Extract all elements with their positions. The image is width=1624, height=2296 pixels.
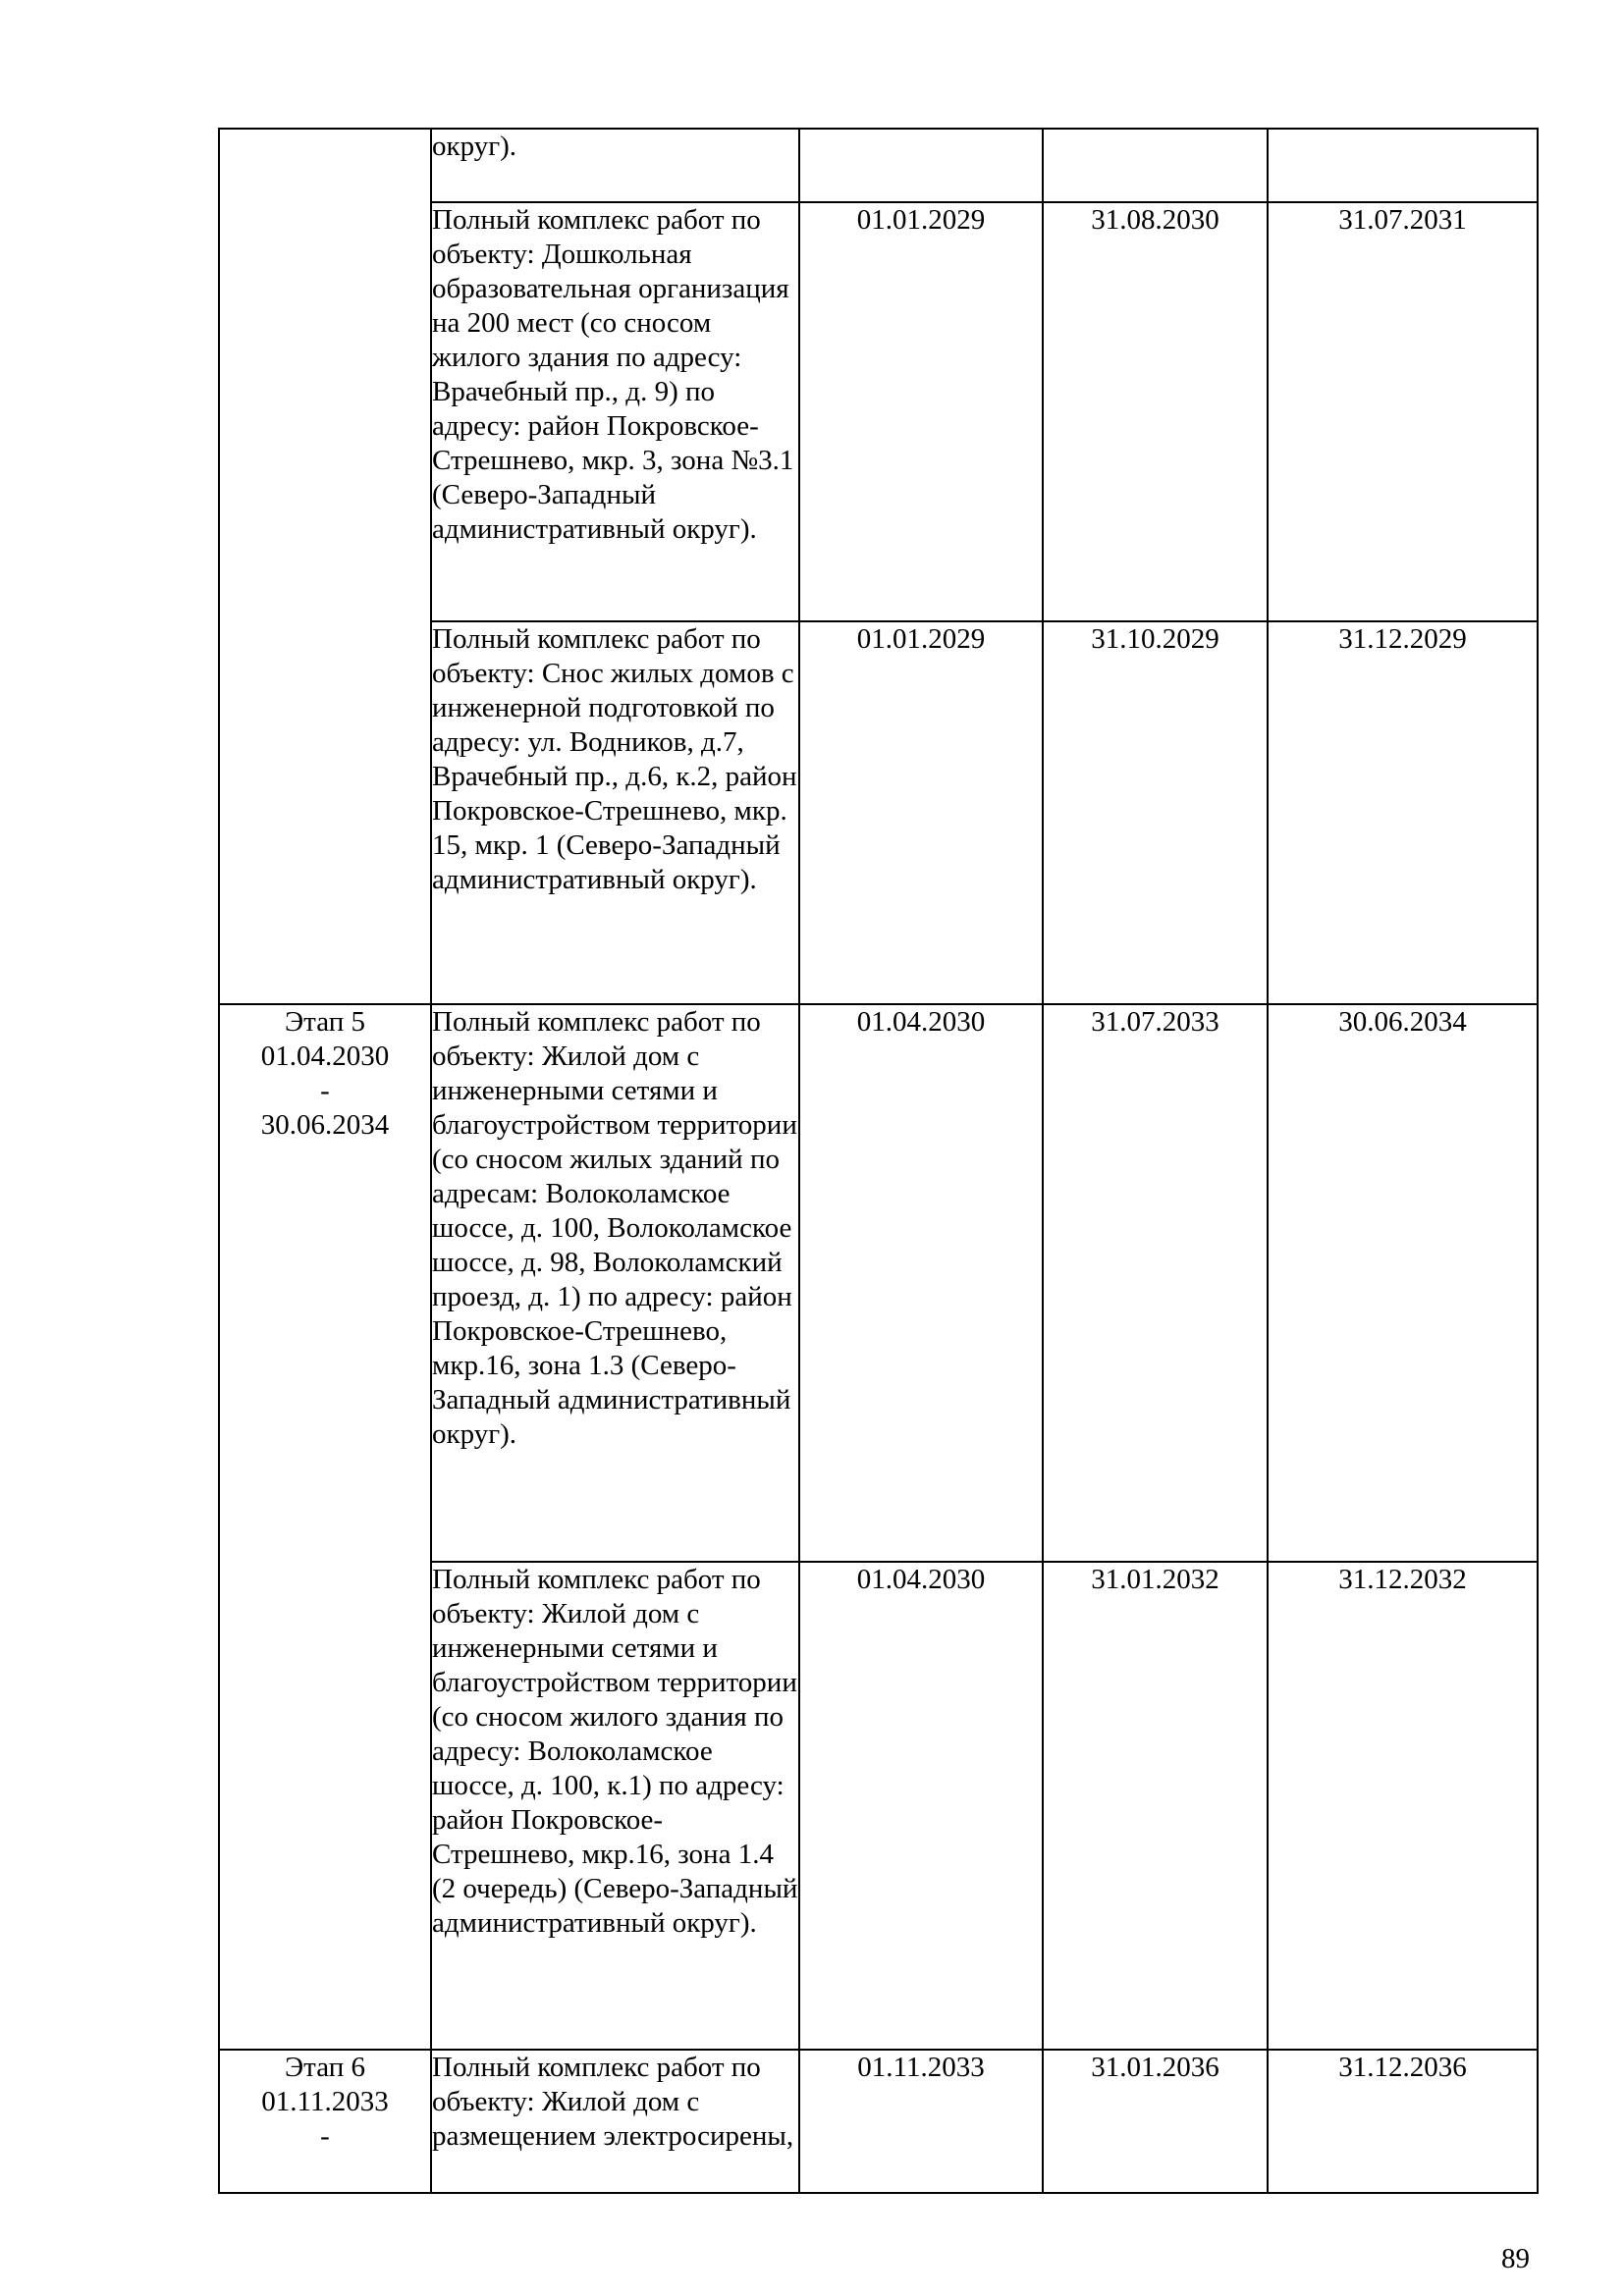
- end-date: [1043, 129, 1268, 202]
- stage-separator: -: [320, 1075, 330, 1106]
- stage-end: 30.06.2034: [260, 1109, 390, 1141]
- table-row: [219, 1004, 1538, 1562]
- stage-start: 01.04.2030: [260, 1041, 390, 1072]
- table-row: [219, 2050, 1538, 2193]
- page-number: 89: [1501, 2243, 1530, 2274]
- object-description: Полный комплекс работ по объекту: Дошкольная образовательная организация на 200 мест (со сносом жилого здания по адресу: Врачебный пр., д. 9) по адресу: район Покровское-Стрешнево, мкр. 3, зона №3.1 (Северо-Западный административный округ).: [431, 202, 799, 621]
- commissioning-date: 30.06.2034: [1268, 1004, 1538, 1562]
- object-description: Полный комплекс работ по объекту: Жилой дом с инженерными сетями и благоустройством территории (со сносом жилых зданий по адресам: Волоколамское шоссе, д. 100, Волоколамское шоссе, д. 98, Волоколамский проезд, д. 1) по адресу: район Покровское-Стрешнево, мкр.16, зона 1.3 (Северо-Западный административный округ).: [431, 1004, 799, 1562]
- object-description: округ).: [431, 129, 799, 202]
- object-description: Полный комплекс работ по объекту: Жилой дом с размещением электросирены,: [431, 2050, 799, 2193]
- commissioning-date: 31.12.2036: [1268, 2050, 1538, 2193]
- start-date: 01.04.2030: [799, 1004, 1043, 1562]
- start-date: [799, 129, 1043, 202]
- start-date: 01.01.2029: [799, 202, 1043, 621]
- object-description: Полный комплекс работ по объекту: Снос жилых домов с инженерной подготовкой по адресу: ул. Водников, д.7, Врачебный пр., д.6, к.2, район Покровское-Стрешнево, мкр. 15, мкр. 1 (Северо-Западный административный округ).: [431, 621, 799, 1004]
- commissioning-date: 31.12.2032: [1268, 1562, 1538, 2050]
- schedule-table: [218, 128, 1539, 2194]
- stage-separator: -: [320, 2120, 330, 2152]
- end-date: 31.01.2032: [1043, 1562, 1268, 2050]
- start-date: 01.04.2030: [799, 1562, 1043, 2050]
- start-date: 01.01.2029: [799, 621, 1043, 1004]
- start-date: 01.11.2033: [799, 2050, 1043, 2193]
- table-row: [219, 129, 1538, 202]
- stage-cell: [219, 2050, 431, 2193]
- end-date: 31.10.2029: [1043, 621, 1268, 1004]
- end-date: 31.07.2033: [1043, 1004, 1268, 1562]
- stage-cell-empty: [219, 129, 431, 1004]
- stage-start: 01.11.2033: [261, 2086, 389, 2117]
- commissioning-date: [1268, 129, 1538, 202]
- object-description: Полный комплекс работ по объекту: Жилой дом с инженерными сетями и благоустройством территории (со сносом жилого здания по адресу: Волоколамское шоссе, д. 100, к.1) по адресу: район Покровское-Стрешнево, мкр.16, зона 1.4 (2 очередь) (Северо-Западный административный округ).: [431, 1562, 799, 2050]
- commissioning-date: 31.12.2029: [1268, 621, 1538, 1004]
- end-date: 31.08.2030: [1043, 202, 1268, 621]
- commissioning-date: 31.07.2031: [1268, 202, 1538, 621]
- stage-cell: [219, 1004, 431, 2050]
- stage-name: Этап 5: [285, 1006, 365, 1038]
- end-date: 31.01.2036: [1043, 2050, 1268, 2193]
- stage-name: Этап 6: [285, 2052, 365, 2083]
